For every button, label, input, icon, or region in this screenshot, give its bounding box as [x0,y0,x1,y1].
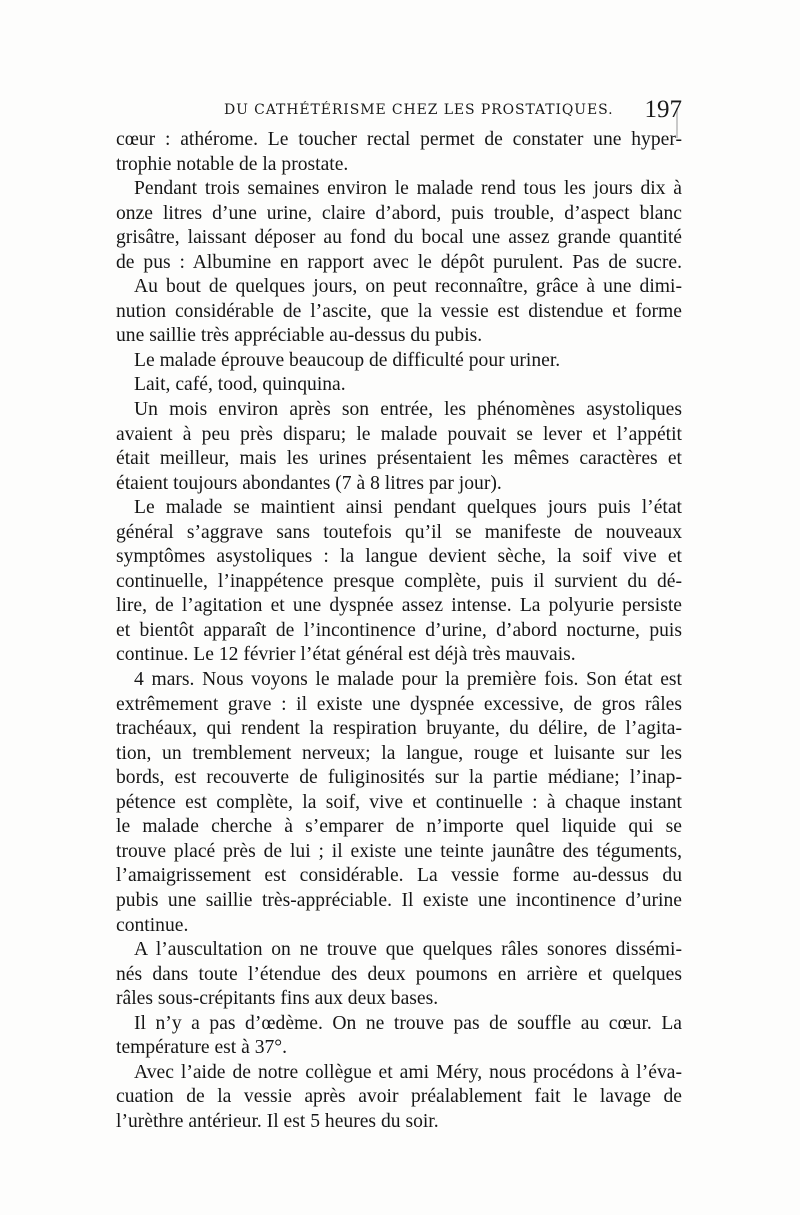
running-title: DU CATHÉTÉRISME CHEZ LES PROSTATIQUES. [224,102,614,118]
text-line: Avec l’aide de notre collègue et ami Méry, nous procédons à l’éva- [134,1061,682,1083]
text-line: l’urèthre antérieur. Il est 5 heures du soir. [116,1110,439,1132]
text-line: Pendant trois semaines environ le malade rend tous les jours dix à [134,178,682,200]
text-line: tion, un tremblement nerveux; la langue, rouge et luisante sur les [116,742,682,764]
text-line: lire, de l’agitation et une dyspnée assez intense. La polyurie persiste [116,595,682,617]
text-line: de pus : Albumine en rapport avec le dépôt purulent. Pas de sucre. [116,251,682,273]
text-line: l’amaigrissement est considérable. La vessie forme au-dessus du [116,865,682,887]
text-line: cuation de la vessie après avoir préalablement fait le lavage de [116,1086,682,1108]
text-line: Un mois environ après son entrée, les phénomènes asystoliques [134,399,682,421]
text-line: pubis une saillie très-appréciable. Il existe une incontinence d’urine [116,889,682,911]
page-number: 197 [644,96,682,123]
text-line: 4 mars. Nous voyons le malade pour la première fois. Son état est [134,669,682,691]
text-line: extrêmement grave : il existe une dyspnée excessive, de gros râles [116,693,682,715]
text-line: continue. Le 12 février l’état général est déjà très mauvais. [116,644,576,666]
text-line: râles sous-crépitants fins aux deux bases. [116,988,439,1010]
text-line: général s’aggrave sans toutefois qu’il se manifeste de nouveaux [116,521,682,543]
text-line: nés dans toute l’étendue des deux poumons en arrière et quelques [116,963,682,985]
text-line: continue. [116,914,189,936]
text-line: étaient toujours abondantes (7 à 8 litres par jour). [116,472,502,494]
text-line: Le malade se maintient ainsi pendant quelques jours puis l’état [134,497,682,519]
page-header [116,96,682,126]
text-line: A l’auscultation on ne trouve que quelques râles sonores dissémi- [134,939,682,961]
text-line: était meilleur, mais les urines présentaient les mêmes caractères et [116,448,682,470]
text-line: nution considérable de l’ascite, que la vessie est distendue et forme [116,300,682,322]
text-line: et bientôt apparaît de l’incontinence d’urine, d’abord nocturne, puis [116,619,682,641]
text-line: trouve placé près de lui ; il existe une teinte jaunâtre des téguments, [116,840,682,862]
text-line: une saillie très appréciable au-dessus du pubis. [116,325,483,347]
text-line: température est à 37°. [116,1037,288,1059]
text-line: Il n’y a pas d’œdème. On ne trouve pas de souffle au cœur. La [134,1012,682,1034]
text-line: le malade cherche à s’emparer de n’importe quel liquide qui se [116,816,682,838]
text-line: trachéaux, qui rendent la respiration bruyante, du délire, de l’agita- [116,718,682,740]
text-line: trophie notable de la prostate. [116,153,349,175]
text-line: symptômes asystoliques : la langue devient sèche, la soif vive et [116,546,682,568]
text-line: avaient à peu près disparu; le malade pouvait se lever et l’appétit [116,423,682,445]
text-line: pétence est complète, la soif, vive et continuelle : à chaque instant [116,791,682,813]
text-line: continuelle, l’inappétence presque complète, puis il survient du dé- [116,570,682,592]
text-line: Le malade éprouve beaucoup de difficulté pour uriner. [134,349,561,371]
text-line: bords, est recouverte de fuliginosités sur la partie médiane; l’inap- [116,767,682,789]
body-text [116,128,682,1134]
text-line: cœur : athérome. Le toucher rectal permet de constater une hyper- [116,129,682,150]
text-line: grisâtre, laissant déposer au fond du bocal une assez grande quantité [116,227,682,249]
text-line: Lait, café, tood, quinquina. [134,374,346,396]
text-line: Au bout de quelques jours, on peut reconnaître, grâce à une dimi- [134,276,682,298]
text-line: onze litres d’une urine, claire d’abord, puis trouble, d’aspect blanc [116,202,682,224]
